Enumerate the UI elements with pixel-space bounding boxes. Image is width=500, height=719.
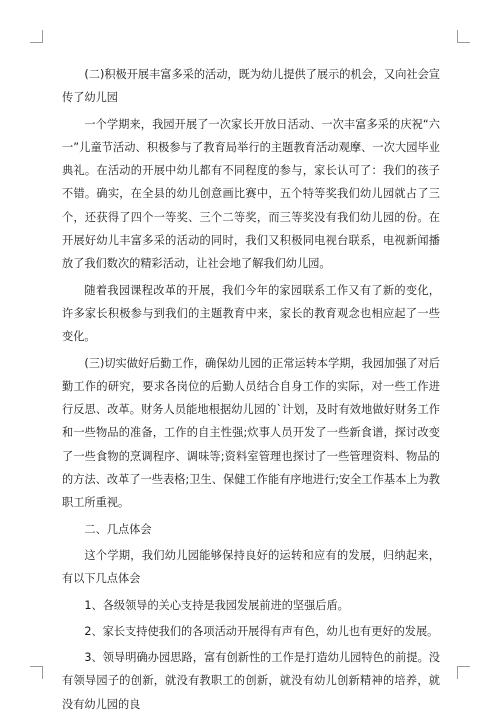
paragraph-activities-heading: (二)积极开展丰富多采的活动，既为幼儿提供了展示的机会，又向社会宣传了幼儿园 — [62, 68, 440, 105]
paragraph-semester-activities: 一个学期来，我园开展了一次家长开放日活动、一次丰富多采的庆祝“六一”儿童节活动、积极参与了教育局举行的主题教育活动观摩、一次大园毕业典礼。在活动的开展中幼儿都有不同程度的参与，家长认可了：我们的孩子不错。确实，在全县的幼儿创意画比赛中，五个特等奖我们幼儿园就占了三个，还获得了四个一等奖、三个二等奖，而三等奖没有我们幼儿园的份。在开展好幼儿丰富多采的活动的同时，我们又积极同电视台联系，电视新闻播放了我们数次的精彩活动，让社会地了解我们幼儿园。 — [62, 117, 440, 271]
list-item-2: 2、家长支持使我们的各项活动开展得有声有色，幼儿也有更好的发展。 — [84, 624, 439, 638]
list-item-3: 3、领导明确办园思路，富有创新性的工作是打造幼儿园特色的前提。没有领导园子的创新，就没有教职工的创新，就没有幼儿创新精神的培养，就没有幼儿园的良 — [62, 651, 440, 711]
crop-mark-top-left — [30, 30, 43, 43]
section-heading-reflections: 二、几点体会 — [84, 522, 152, 536]
crop-mark-bottom-left — [30, 666, 43, 679]
crop-mark-bottom-right — [457, 666, 470, 679]
paragraph-reflections-intro: 这个学期，我们幼儿园能够保持良好的运转和应有的发展，归纳起来，有以下几点体会 — [62, 548, 440, 586]
list-item-1: 1、各级领导的关心支持是我园发展前进的坚强后盾。 — [84, 598, 349, 612]
paragraph-logistics: (三)切实做好后勤工作，确保幼儿园的正常运转本学期，我园加强了对后勤工作的研究，要求各岗位的后勤人员结合自身工作的实际，对一些工作进行反思、改革。财务人员能地根据幼儿园的`计划，及时有效地做好财务工作和一些物品的准备，工作的自主性强;炊事人员开发了一些新食谱，探讨改变了一些食物的烹调程序、调味等;资料室管理也探讨了一些管理资料、物品的的方法、改革了一些表格;卫生、保健工作能有序地进行;安全工作基本上为教职工所重视。 — [62, 356, 440, 510]
crop-mark-top-right — [457, 30, 470, 43]
paragraph-parent-contact: 随着我园课程改革的开展，我们今年的家园联系工作又有了新的变化，许多家长积极参与到我们的主题教育中来，家长的教育观念也相应起了一些变化。 — [62, 283, 440, 344]
document-body — [62, 63, 440, 719]
